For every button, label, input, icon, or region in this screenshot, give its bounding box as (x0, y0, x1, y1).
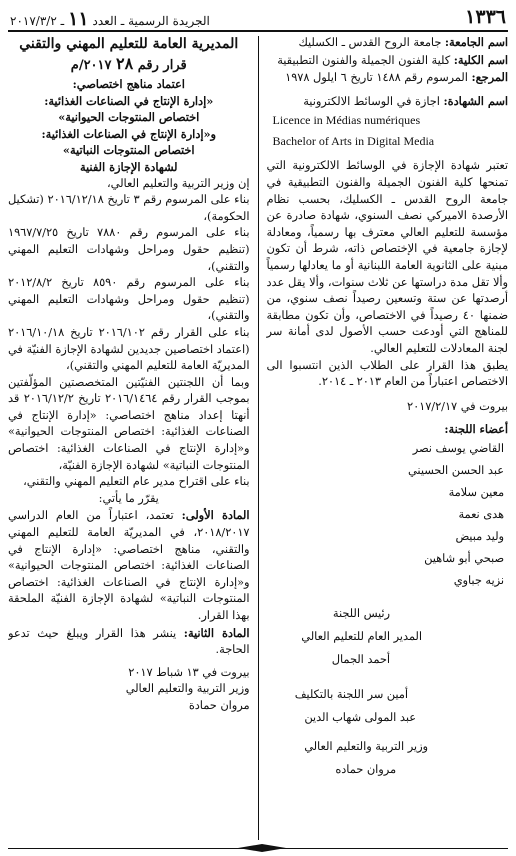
article-1-label: المادة الأولى: (181, 508, 250, 523)
apply-paragraph: يطبق هذا القرار على الطلاب الذين انتسبوا الى الاختصاص اعتباراً من العام ٢٠١٣ ـ ٢٠١٤. (266, 358, 508, 389)
page-number: ١٣٣٦ (465, 6, 506, 28)
committee-member: صبحي أبو شاهين (424, 551, 504, 565)
page-header (8, 6, 508, 32)
secretary-signature (267, 683, 509, 729)
latin-title-1: Licence in Médias numériques (272, 113, 421, 128)
right-date-line: بيروت في ٢٠١٧/٢/١٧ (407, 399, 508, 413)
basis-5: وبما أن اللجنتين الفنيّتين المتخصصتين المؤلّفتين بموجب القرار رقم ٢٠١٦/١٤٦٤ تاريخ ٢٠١٦/١٢/٢ قد أنهتا إعداد مناهج اختصاصي: «إدارة الإنتاج في الصناعات الغذائية: اختصاص المنتوجات الحيوانية» و«إدارة الإنتاج في الصناعات الغذائية: اختصاص المنتوجات النباتية» لشهادة الإجازة الفنيّة، (8, 375, 250, 472)
article-2-label: المادة الثانية: (183, 625, 250, 640)
faculty-value: كلية الفنون الجميلة والفنون التطبيقية (277, 53, 454, 67)
chair-signature (267, 602, 509, 671)
latin-title-2: Bachelor of Arts in Digital Media (272, 134, 435, 149)
right-minister-name: مروان حماده (335, 762, 396, 776)
article-2-text: ينشر هذا القرار ويبلغ حيث تدعو الحاجة. (8, 626, 250, 657)
article-2 (8, 625, 250, 659)
spec-cert: لشهادة الإجازة الفنية (79, 159, 178, 174)
degree-label: اسم الشهادة: (443, 93, 508, 108)
chair-title: رئيس اللجنة (332, 606, 390, 620)
footer-diamond-ornament (238, 844, 286, 852)
article-1 (8, 507, 250, 624)
committee-title: أعضاء اللجنة: (444, 422, 508, 437)
body-paragraph: تعتبر شهادة الإجازة في الوسائط الالكترونية التي تمنحها كلية الفنون الجميلة والفنون التطبيقية في جامعة الروح القدس ـ الكسليك، بحسب نظام الأرصدة الاميركي نصف السنوي، شهادة صادرة عن مؤسسة للتعليم العالي معترف بها رسمياً، ومعادلة لإجازة جامعية في الإختصاص ذاته، شرط أن تكون مبنية على الثانوية العامة اللبنانية أو ما يعادلها رسمياً وألا تقل مدة دراستها عن ثلاث سنوات، وألا يقل عدد أرصدتها عن ستة وتسعين رصيداً نصف سنوي، من ضمنها ٤٠ رصيداً في الاختصاص، وأن تكون مطابقة للمناهج التي أودعت حسب الأصول لدى أمانة سر لجنة المعادلات للتعليم العالي. (266, 159, 508, 355)
left-date-line: بيروت في ١٣ شباط ٢٠١٧ (128, 665, 250, 679)
right-column (259, 34, 509, 842)
committee-member: القاضي يوسف نصر (412, 441, 504, 455)
issue-number: ١١ (68, 8, 89, 30)
article-1-text: تعتمد، اعتباراً من العام الدراسي ٢٠١٨/٢٠١٧، في المديريّة العامة للتعليم المهني والتقني، مناهج اختصاصي: «إدارة الإنتاج في الصناعات الغذائية: اختصاص المنتوجات الحيوانية» و«إدارة الإنتاج في الصناعات الغذائية: اختصاص المنتوجات النباتية» لشهادة الإجازة الفنيّة الملحقة بهذا القرار. (8, 509, 250, 622)
reference-value: المرسوم رقم ١٤٨٨ تاريخ ٦ ايلول ١٩٧٨ (285, 71, 472, 85)
right-minister-title: وزير التربية والتعليم العالي (304, 739, 428, 753)
faculty-label: اسم الكلية: (453, 52, 508, 67)
committee-member: معين سلامة (448, 485, 504, 499)
basis-6: بناء على اقتراح مدير عام التعليم المهني والتقني، (23, 475, 250, 489)
left-minister-name: مروان حمادة (188, 698, 250, 712)
university-value: جامعة الروح القدس ـ الكسليك (298, 36, 445, 49)
faculty-line (267, 52, 509, 70)
column-divider (258, 36, 259, 840)
basis-1: بناء على المرسوم رقم ٣ تاريخ ٢٠١٦/١٢/١٨ (تشكيل الحكومة)، (8, 193, 250, 223)
adoption-title: اعتماد مناهج اختصاصي: (72, 77, 185, 91)
committee-member: هدى نعمة (458, 507, 504, 521)
decision-prefix: قرار رقم (133, 58, 187, 73)
spec-1b: اختصاص المنتوجات الحيوانية» (58, 110, 200, 125)
columns (8, 34, 508, 842)
gazette-name: الجريدة الرسمية ـ العدد (92, 14, 210, 28)
university-line (267, 34, 509, 52)
chair-role: المدير العام للتعليم العالي (301, 629, 422, 643)
committee-members (267, 438, 509, 592)
degree-value: اجازة في الوسائط الالكترونية (303, 94, 444, 108)
left-minister-title: وزير التربية والتعليم العالي (125, 682, 250, 696)
basis-4: بناء على القرار رقم ٢٠١٦/١٠٢ تاريخ ٢٠١٦/١٠/١٨ (اعتماد اختصاصين جديدين لشهادة الإجازة الفنيّة في المديريّة العامة للتعليم المهني والتقني)، (8, 325, 250, 373)
basis-2: بناء على المرسوم رقم ٧٨٨٠ تاريخ ١٩٦٧/٧/٢٥ (تنظيم حقول ومراحل وشهادات التعليم المهني والتقني)، (8, 226, 250, 273)
reference-line (267, 69, 509, 87)
directorate-title: المديرية العامة للتعليم المهني والتقني (19, 36, 239, 52)
spec-1: «إدارة الإنتاج في الصناعات الغذائية: (44, 93, 214, 108)
right-minister-signature (267, 735, 509, 781)
decision-heading (8, 54, 250, 76)
reference-label: المرجع: (471, 70, 508, 85)
left-column (8, 34, 258, 842)
decision-number: ٢٨ (116, 54, 134, 73)
committee-member: وليد مبيض (455, 529, 504, 543)
decides-line: يقرّر ما يأتي: (98, 491, 159, 505)
decision-year: ٢٠١٧/م (70, 58, 117, 73)
spec-2: و«إدارة الإنتاج في الصناعات الغذائية: (41, 126, 217, 141)
degree-line (267, 93, 509, 111)
gazette-title (10, 10, 210, 28)
basis-3: بناء على المرسوم رقم ٨٥٩٠ تاريخ ٢٠١٢/٨/٢ (تنظيم حقول ومراحل وشهادات التعليم المهني والتقني)، (8, 276, 250, 323)
secretary-name: عبد المولى شهاب الدين (304, 710, 416, 724)
university-label: اسم الجامعة: (444, 35, 508, 49)
intro-line: إن وزير التربية والتعليم العالي، (107, 176, 250, 190)
committee-member: نزيه جباوي (453, 573, 504, 587)
page-footer (8, 844, 508, 852)
issue-date: ـ ٢٠١٧/٣/٢ (10, 14, 65, 28)
committee-member: عبد الحسن الحسيني (408, 463, 504, 477)
spec-2b: اختصاص المنتوجات النباتية» (62, 143, 195, 158)
chair-name: أحمد الجمال (331, 652, 390, 666)
secretary-title: أمين سر اللجنة بالتكليف (294, 687, 408, 701)
